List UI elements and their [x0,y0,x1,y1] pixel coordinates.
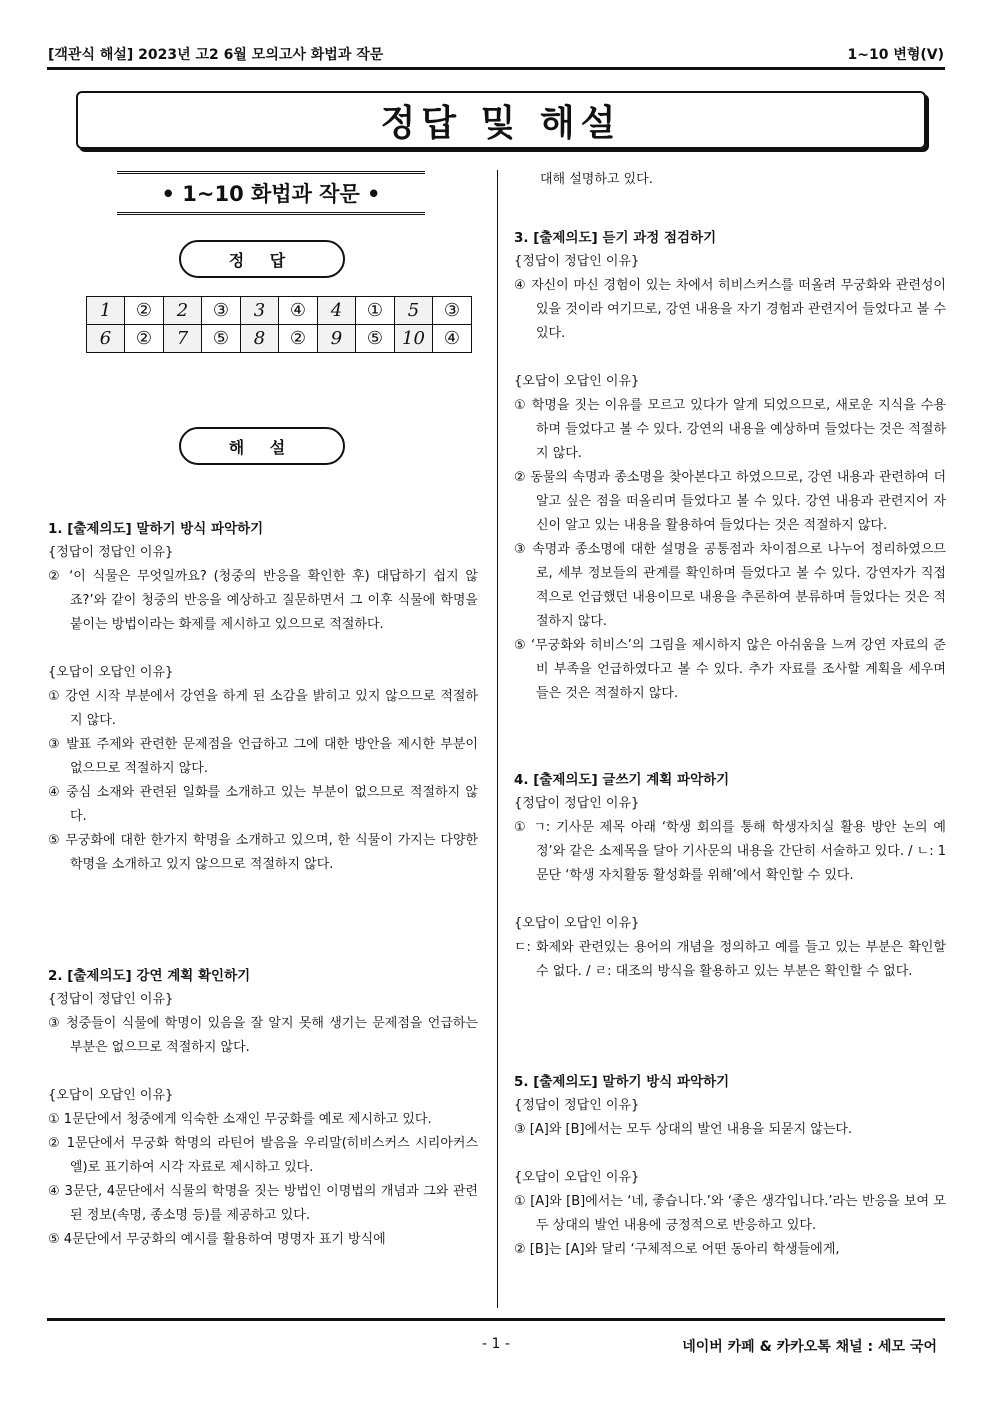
explanation-item: ④ 자신이 마신 경험이 있는 차에서 히비스커스를 떠올려 무궁화와 관련성이 있을 것이라 여기므로, 강연 내용을 자기 경험과 관련지어 들었다고 볼 수 있다. [514,278,946,341]
answer-number: 8 [241,325,279,353]
answer-number: 2 [164,297,202,325]
answer-row-1 [87,297,472,325]
explanation-item: ③ 속명과 종소명에 대한 설명을 공통점과 차이점으로 나누어 정리하였으므로, 세부 정보들의 관계를 확인하며 들었다고 볼 수 있다. 강연자가 직접적으로 언급했던 내용이므로 내용을 추론하여 분류하며 들었다는 것은 적절하지 않다. [514,542,946,629]
wrong-reason-label: {오답이 오답인 이유} [514,374,640,389]
answer-choice: ③ [433,297,472,325]
wrong-reason-label: {오답이 오답인 이유} [48,665,174,680]
explanation-item: ③ [A]와 [B]에서는 모두 상대의 발언 내용을 되묻지 않는다. [514,1122,853,1137]
answer-choice: ⑤ [202,325,241,353]
answer-row-2 [87,325,472,353]
explanation-item: ③ 발표 주제와 관련한 문제점을 언급하고 그에 대한 방안을 제시한 부분이 없으므로 적절하지 않다. [48,737,478,776]
header-right: 1~10 변형(V) [847,47,944,63]
explanation-item: ① ㄱ: 기사문 제목 아래 ‘학생 회의를 통해 학생자치실 활용 방안 논의 예정’와 같은 소제목을 달아 기사문의 내용을 간단히 서술하고 있다. / ㄴ: 1문단 ‘학생 자치활동 활성화를 위해’에서 확인할 수 있다. [514,820,946,883]
footer-credit: 네이버 카페 & 카카오톡 채널 : 세모 국어 [682,1339,937,1355]
question-5-explanation [514,1070,946,1262]
answer-number: 9 [318,325,356,353]
answer-choice: ③ [202,297,241,325]
correct-reason-label: {정답이 정답인 이유} [48,545,174,560]
answer-number: 6 [87,325,125,353]
question-3-explanation [514,226,946,706]
answer-number: 5 [395,297,433,325]
header-rule [47,67,945,70]
correct-reason-label: {정답이 정답인 이유} [48,992,174,1007]
explain-label-pill: 해 설 [179,427,345,465]
title-box [76,91,926,149]
explanation-item: ㄷ: 화제와 관련있는 용어의 개념을 정의하고 예를 들고 있는 부분은 확인할 수 없다. / ㄹ: 대조의 방식을 활용하고 있는 부분은 확인할 수 없다. [514,940,946,979]
answer-choice: ⑤ [356,325,395,353]
explanation-item: ② ‘이 식물은 무엇일까요? (청중의 반응을 확인한 후) 대답하기 쉽지 않죠?’와 같이 청중의 반응을 예상하고 질문하면서 그 이후 식물에 학명을 붙이는 방법이라는 화제를 제시하고 있으므로 적절하다. [48,569,478,632]
correct-reason-label: {정답이 정답인 이유} [514,254,640,269]
correct-reason-label: {정답이 정답인 이유} [514,1098,640,1113]
question-2-explanation [48,964,478,1252]
question-title: 3. [출제의도] 듣기 과정 점검하기 [514,230,717,246]
question-2-continued [540,168,946,192]
explanation-item: ① 강연 시작 부분에서 강연을 하게 된 소감을 밝히고 있지 않으므로 적절하지 않다. [48,689,478,728]
answer-number: 3 [241,297,279,325]
explanation-item: ② 1문단에서 무궁화 학명의 라틴어 발음을 우리말(히비스커스 시리아커스 엘)로 표기하여 시각 자료로 제시하고 있다. [48,1136,478,1175]
question-4-explanation [514,768,946,984]
explanation-item: ⑤ ‘무궁화와 히비스’의 그림을 제시하지 않은 아쉬움을 느껴 강연 자료의 준비 부족을 언급하였다고 볼 수 있다. 추가 자료를 조사할 계획을 세우며 들은 것은 적절하지 않다. [514,638,946,701]
answer-choice: ④ [433,325,472,353]
explanation-item: ④ 3문단, 4문단에서 식물의 학명을 짓는 방법인 이명법의 개념과 그와 관련된 정보(속명, 종소명 등)를 제공하고 있다. [48,1184,478,1223]
question-1-explanation [48,517,478,877]
answer-choice: ② [125,325,164,353]
correct-reason-label: {정답이 정답인 이유} [514,796,640,811]
answer-choice: ① [356,297,395,325]
explanation-item: ② [B]는 [A]와 달리 ‘구체적으로 어떤 동아리 학생들에게, [514,1242,840,1257]
explanation-item: ② 동물의 속명과 종소명을 찾아본다고 하였으므로, 강연 내용과 관련하여 더 알고 싶은 점을 떠올리며 들었다고 볼 수 있다. 강연 내용과 관련지어 자신이 알고 있는 내용을 활용하여 들었다는 것은 적절하지 않다. [514,470,946,533]
question-title: 4. [출제의도] 글쓰기 계획 파악하기 [514,772,730,788]
column-divider [497,170,498,1308]
explanation-item: ① 학명을 짓는 이유를 모르고 있다가 알게 되었으므로, 새로운 지식을 수용하며 들었다고 볼 수 있다. 강연의 내용을 예상하며 들었다는 것은 적절하지 않다. [514,398,946,461]
answer-choice: ② [279,325,318,353]
answer-number: 1 [87,297,125,325]
question-title: 1. [출제의도] 말하기 방식 파악하기 [48,521,264,537]
explanation-item: ⑤ 4문단에서 무궁화의 예시를 활용하여 명명자 표기 방식에 [48,1232,386,1247]
section-title-box [117,171,425,215]
answer-table [86,296,472,353]
answer-number: 7 [164,325,202,353]
explanation-item: ③ 청중들이 식물에 학명이 있음을 잘 알지 못해 생기는 문제점을 언급하는 부분은 없으므로 적절하지 않다. [48,1016,478,1055]
section-title: • 1~10 화법과 작문 • [161,182,381,206]
continued-text: 대해 설명하고 있다. [540,172,653,187]
footer-rule [47,1318,945,1321]
explanation-item: ① 1문단에서 청중에게 익숙한 소재인 무궁화를 예로 제시하고 있다. [48,1112,432,1127]
question-title: 5. [출제의도] 말하기 방식 파악하기 [514,1074,730,1090]
wrong-reason-label: {오답이 오답인 이유} [514,1170,640,1185]
wrong-reason-label: {오답이 오답인 이유} [48,1088,174,1103]
question-title: 2. [출제의도] 강연 계획 확인하기 [48,968,251,984]
answer-choice: ② [125,297,164,325]
header-left: [객관식 해설] 2023년 고2 6월 모의고사 화법과 작문 [48,47,384,63]
answer-choice: ④ [279,297,318,325]
wrong-reason-label: {오답이 오답인 이유} [514,916,640,931]
answer-number: 10 [395,325,433,353]
answer-number: 4 [318,297,356,325]
page-title: 정답 및 해설 [380,102,622,144]
explanation-item: ④ 중심 소재와 관련된 일화를 소개하고 있는 부분이 없으므로 적절하지 않다. [48,785,478,824]
explanation-item: ① [A]와 [B]에서는 ‘네, 좋습니다.’와 ‘좋은 생각입니다.’라는 반응을 보여 모두 상대의 발언 내용에 긍정적으로 반응하고 있다. [514,1194,946,1233]
answer-label-pill: 정 답 [179,240,345,278]
page-number: - 1 - [482,1336,510,1352]
explanation-item: ⑤ 무궁화에 대한 한가지 학명을 소개하고 있으며, 한 식물이 가지는 다양한 학명을 소개하고 있지 않으므로 적절하지 않다. [48,833,478,872]
